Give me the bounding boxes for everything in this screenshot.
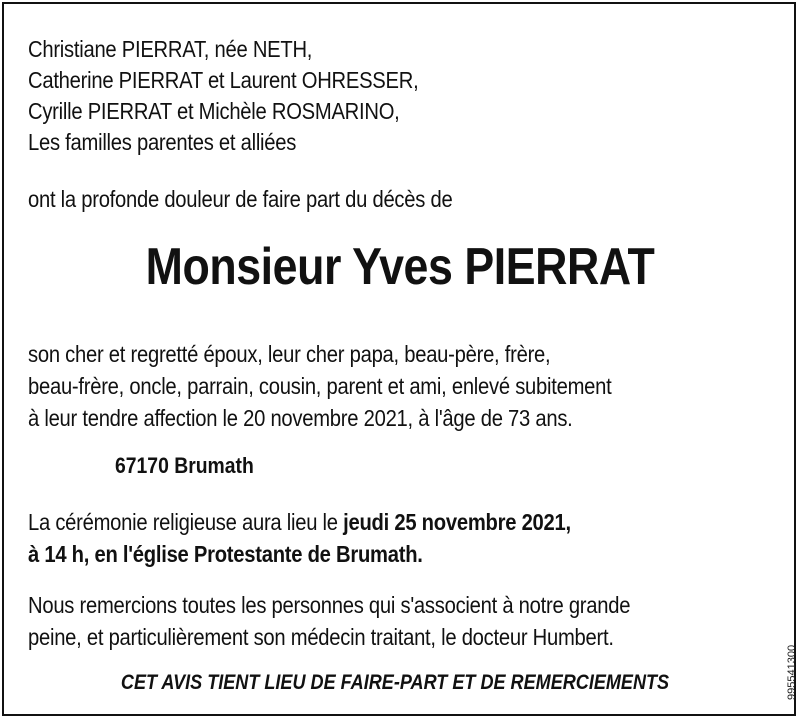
reference-number: 995541300 (786, 644, 798, 700)
thanks-text (28, 589, 630, 653)
ceremony-place: à 14 h, en l'église Protestante de Brumath. (28, 541, 423, 567)
ceremony-prefix: La cérémonie religieuse aura lieu le (28, 509, 344, 535)
ceremony-info (28, 506, 571, 570)
family-line: Catherine PIERRAT et Laurent OHRESSER, (28, 67, 419, 93)
description-line: son cher et regretté époux, leur cher papa, beau-père, frère, (28, 341, 551, 367)
ceremony-line-1 (28, 506, 571, 538)
family-line: Les familles parentes et alliées (28, 129, 297, 155)
family-list (28, 34, 418, 158)
thanks-line: peine, et particulièrement son médecin traitant, le docteur Humbert. (28, 624, 614, 650)
description (28, 338, 611, 434)
ceremony-date: jeudi 25 novembre 2021, (343, 509, 571, 535)
announcement-text: ont la profonde douleur de faire part du décès de (28, 186, 453, 212)
family-line: Cyrille PIERRAT et Michèle ROSMARINO, (28, 98, 400, 124)
footer-notice: CET AVIS TIENT LIEU DE FAIRE-PART ET DE REMERCIEMENTS (120, 671, 670, 694)
address: 67170 Brumath (115, 453, 254, 478)
deceased-name: Monsieur Yves PIERRAT (145, 238, 655, 296)
thanks-line: Nous remercions toutes les personnes qui s'associent à notre grande (28, 592, 631, 618)
family-line: Christiane PIERRAT, née NETH, (28, 36, 313, 62)
description-line: à leur tendre affection le 20 novembre 2021, à l'âge de 73 ans. (28, 405, 573, 431)
description-line: beau-frère, oncle, parrain, cousin, parent et ami, enlevé subitement (28, 373, 612, 399)
